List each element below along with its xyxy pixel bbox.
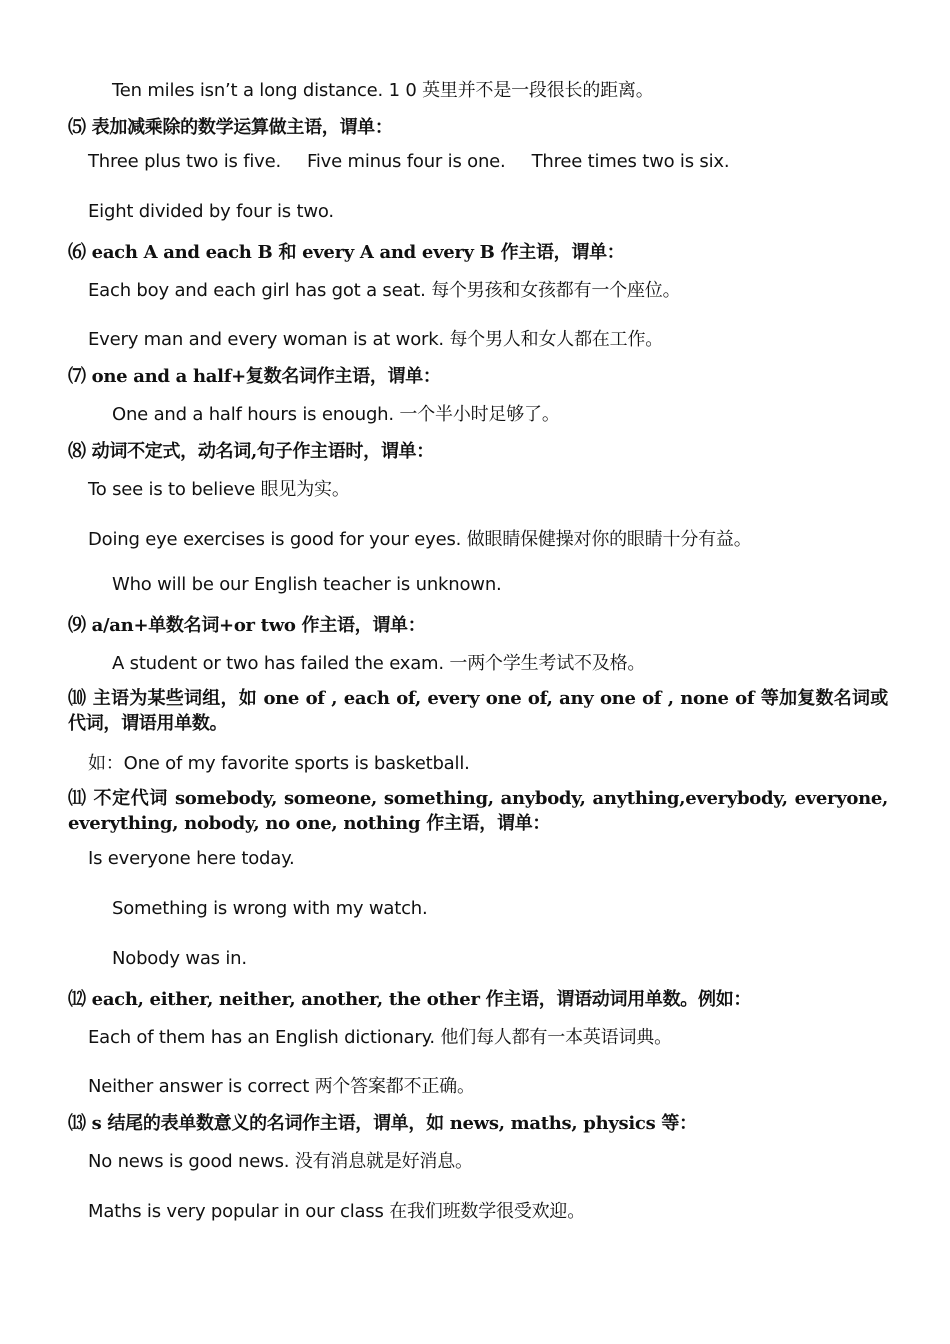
example-neither-answer: Neither answer is correct 两个答案都不正确。 bbox=[88, 1076, 475, 1097]
example-ten-miles: Ten miles isn’t a long distance. 1 0 英里并不是一段很长的距离。 bbox=[112, 80, 654, 101]
example-five-minus-four: Five minus four is one. bbox=[307, 151, 506, 172]
example-student-or-two: A student or two has failed the exam. 一两个学生考试不及格。 bbox=[112, 653, 646, 674]
example-english-teacher: Who will be our English teacher is unknown. bbox=[112, 574, 502, 595]
example-everyone-here: Is everyone here today. bbox=[88, 848, 295, 869]
heading-11-indefinite-pronouns: ⑾ 不定代词 somebody, someone, something, anybody, anything,everybody, everyone, everything, nobody, no one, nothing 作主语，谓单： bbox=[68, 788, 888, 834]
example-math-operations bbox=[88, 151, 729, 172]
example-something-wrong: Something is wrong with my watch. bbox=[112, 898, 428, 919]
example-nobody-in: Nobody was in. bbox=[112, 948, 247, 969]
heading-10-phrases: ⑽ 主语为某些词组，如 one of , each of, every one of, any one of , none of 等加复数名词或代词，谓语用单数。 bbox=[68, 688, 888, 734]
example-no-news: No news is good news. 没有消息就是好消息。 bbox=[88, 1151, 473, 1172]
example-eye-exercises: Doing eye exercises is good for your eyes. 做眼睛保健操对你的眼睛十分有益。 bbox=[88, 529, 752, 550]
heading-8-infinitive-gerund: ⑻ 动词不定式，动名词,句子作主语时，谓单： bbox=[68, 441, 434, 462]
example-english-dictionary: Each of them has an English dictionary. 他们每人都有一本英语词典。 bbox=[88, 1027, 672, 1048]
heading-5-math-operations: ⑸ 表加减乘除的数学运算做主语，谓单： bbox=[68, 117, 393, 138]
example-eight-divided: Eight divided by four is two. bbox=[88, 201, 334, 222]
example-to-see: To see is to believe 眼见为实。 bbox=[88, 479, 350, 500]
heading-12-each-either: ⑿ each, either, neither, another, the other 作主语，谓语动词用单数。例如： bbox=[68, 989, 752, 1010]
heading-7-one-and-a-half: ⑺ one and a half+复数名词作主语，谓单： bbox=[68, 366, 441, 387]
heading-13-s-ending-nouns: ⒀ s 结尾的表单数意义的名词作主语，谓单，如 news, maths, physics 等： bbox=[68, 1113, 697, 1134]
example-each-boy: Each boy and each girl has got a seat. 每个男孩和女孩都有一个座位。 bbox=[88, 280, 681, 301]
example-one-and-a-half-hours: One and a half hours is enough. 一个半小时足够了。 bbox=[112, 404, 560, 425]
example-three-plus-two: Three plus two is five. bbox=[88, 151, 282, 172]
example-favorite-sports: 如：One of my favorite sports is basketball. bbox=[88, 753, 470, 774]
heading-6-each-every: ⑹ each A and each B 和 every A and every B 作主语，谓单： bbox=[68, 242, 625, 263]
example-maths-popular: Maths is very popular in our class 在我们班数学很受欢迎。 bbox=[88, 1201, 586, 1222]
example-every-man: Every man and every woman is at work. 每个男人和女人都在工作。 bbox=[88, 329, 664, 350]
heading-9-a-or-two: ⑼ a/an+单数名词+or two 作主语，谓单： bbox=[68, 615, 426, 636]
example-three-times-two: Three times two is six. bbox=[531, 151, 730, 172]
